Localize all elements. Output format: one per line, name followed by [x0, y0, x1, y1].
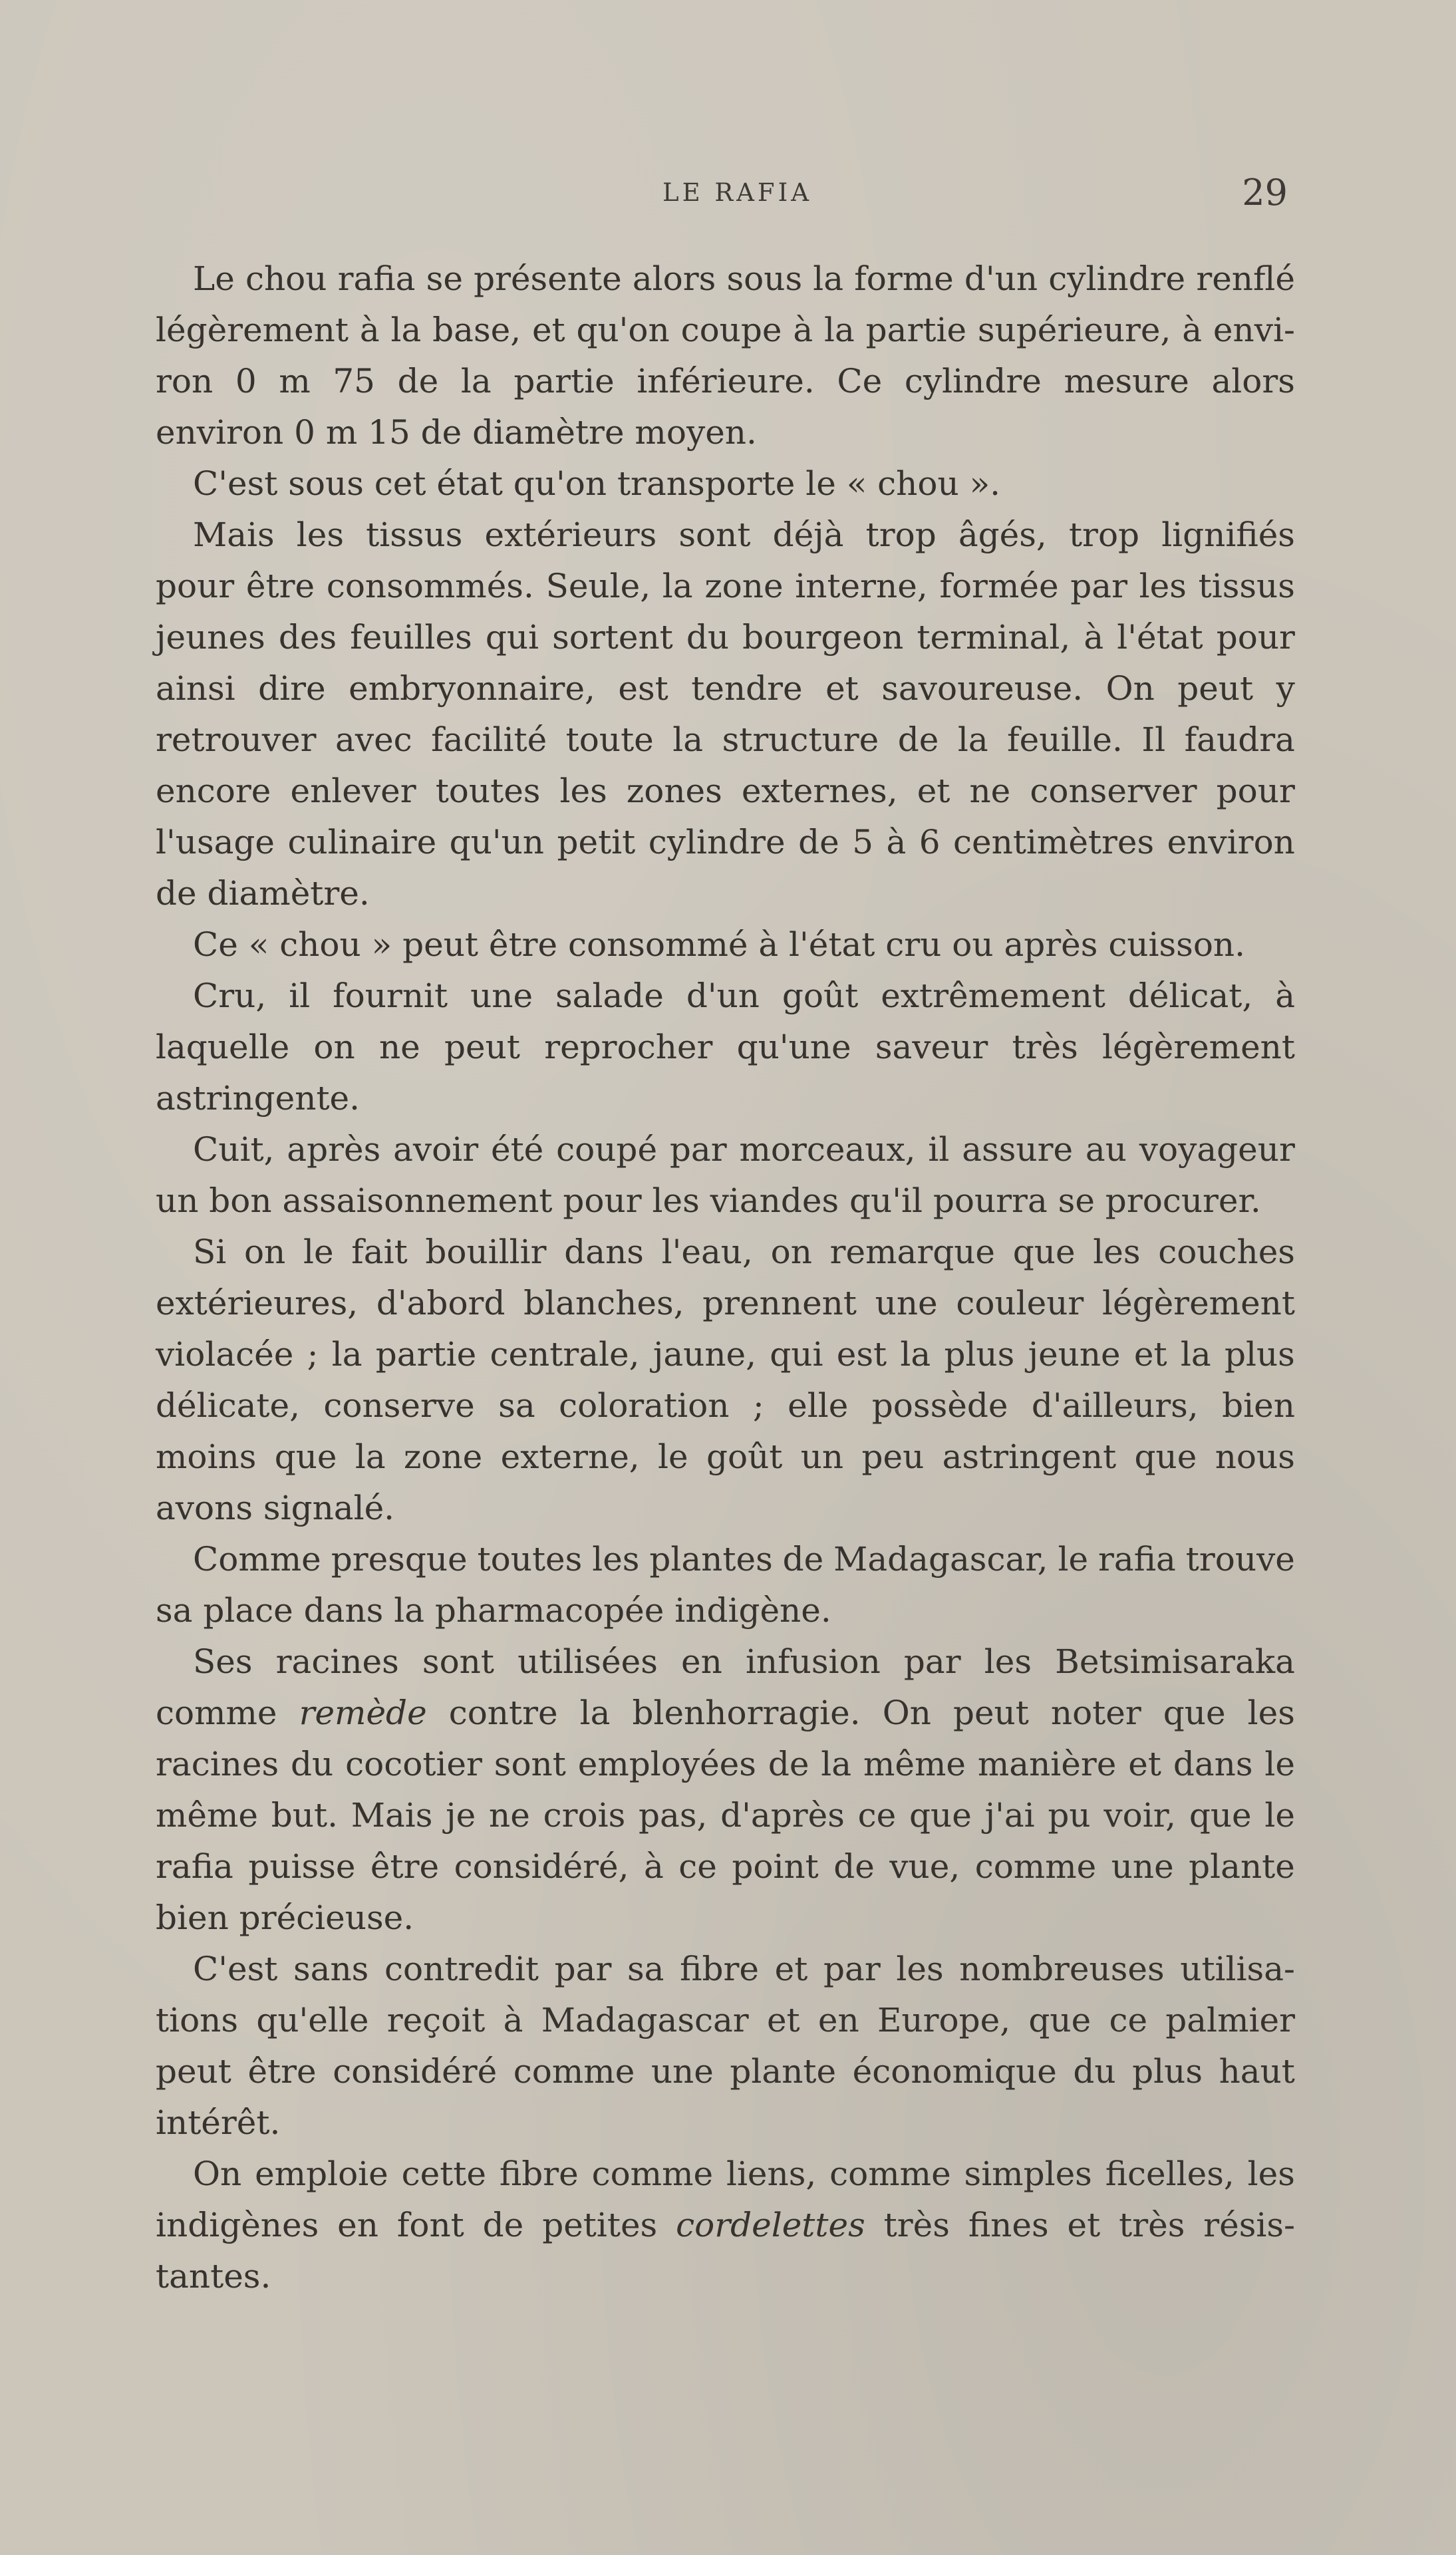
- text-line: astringente.: [156, 1078, 361, 1118]
- text-line: Ce « chou » peut être consommé à l'état cru ou après cuisson.: [193, 925, 1246, 964]
- text-line: légèrement à la base, et qu'on coupe à la partie supérieure, à envi-: [156, 310, 1295, 349]
- text-line: un bon assaisonnement pour les viandes qu'il pourra se procurer.: [156, 1181, 1261, 1220]
- text-line: peut être considéré comme une plante économique du plus haut: [156, 2051, 1295, 2091]
- text-line: moins que la zone externe, le goût un peu astringent que nous: [156, 1437, 1295, 1476]
- text-line: ron 0 m 75 de la partie inférieure. Ce cylindre mesure alors: [156, 361, 1295, 400]
- text-line: pour être consommés. Seule, la zone interne, formée par les tissus: [156, 566, 1295, 605]
- text-line: jeunes des feuilles qui sortent du bourgeon terminal, à l'état pour: [156, 617, 1295, 657]
- body-text: [156, 253, 1295, 2302]
- text-line: extérieures, d'abord blanches, prennent une couleur légèrement: [156, 1283, 1295, 1322]
- text-line: délicate, conserve sa coloration ; elle possède d'ailleurs, bien: [156, 1386, 1295, 1425]
- text-line: Comme presque toutes les plantes de Madagascar, le rafia trouve: [193, 1539, 1295, 1578]
- text-line: Le chou rafia se présente alors sous la forme d'un cylindre renflé: [193, 259, 1295, 298]
- text-line: racines du cocotier sont employées de la même manière et dans le: [156, 1744, 1295, 1783]
- running-title: LE RAFIA: [662, 178, 812, 207]
- text-line: laquelle on ne peut reprocher qu'une saveur très légèrement: [156, 1027, 1295, 1066]
- text-line: Cru, il fournit une salade d'un goût extrêmement délicat, à: [193, 976, 1295, 1015]
- text-line: Ses racines sont utilisées en infusion par les Betsimisaraka: [193, 1642, 1295, 1681]
- text-line: Mais les tissus extérieurs sont déjà trop âgés, trop lignifiés: [193, 515, 1295, 554]
- text-line: avons signalé.: [156, 1488, 395, 1527]
- text-line: intérêt.: [156, 2103, 281, 2142]
- text-line: indigènes en font de petites cordelettes très fines et très résis-: [156, 2205, 1295, 2244]
- text-line: rafia puisse être considéré, à ce point de vue, comme une plante: [156, 1847, 1295, 1886]
- text-line: Cuit, après avoir été coupé par morceaux, il assure au voyageur: [193, 1129, 1295, 1169]
- text-line: de diamètre.: [156, 873, 370, 913]
- text-line: C'est sous cet état qu'on transporte le « chou ».: [193, 464, 1001, 503]
- text-line: retrouver avec facilité toute la structure de la feuille. Il faudra: [156, 720, 1295, 759]
- page-number: 29: [1242, 172, 1288, 214]
- text-line: l'usage culinaire qu'un petit cylindre de 5 à 6 centimètres environ: [156, 822, 1295, 861]
- text-line: Si on le fait bouillir dans l'eau, on remarque que les couches: [193, 1232, 1295, 1271]
- text-line: tantes.: [156, 2256, 271, 2296]
- text-line: environ 0 m 15 de diamètre moyen.: [156, 412, 757, 452]
- text-line: comme remède contre la blenhorragie. On peut noter que les: [156, 1693, 1295, 1732]
- text-line: ainsi dire embryonnaire, est tendre et savoureuse. On peut y: [156, 669, 1295, 708]
- text-line: encore enlever toutes les zones externes, et ne conserver pour: [156, 771, 1295, 810]
- text-line: violacée ; la partie centrale, jaune, qui est la plus jeune et la plus: [156, 1334, 1295, 1374]
- text-line: On emploie cette fibre comme liens, comme simples ficelles, les: [193, 2154, 1295, 2193]
- text-line: tions qu'elle reçoit à Madagascar et en Europe, que ce palmier: [156, 2000, 1295, 2039]
- text-line: même but. Mais je ne crois pas, d'après ce que j'ai pu voir, que le: [156, 1795, 1295, 1835]
- text-line: sa place dans la pharmacopée indigène.: [156, 1590, 831, 1630]
- text-line: bien précieuse.: [156, 1898, 414, 1937]
- text-line: C'est sans contredit par sa fibre et par les nombreuses utilisa-: [193, 1949, 1295, 1988]
